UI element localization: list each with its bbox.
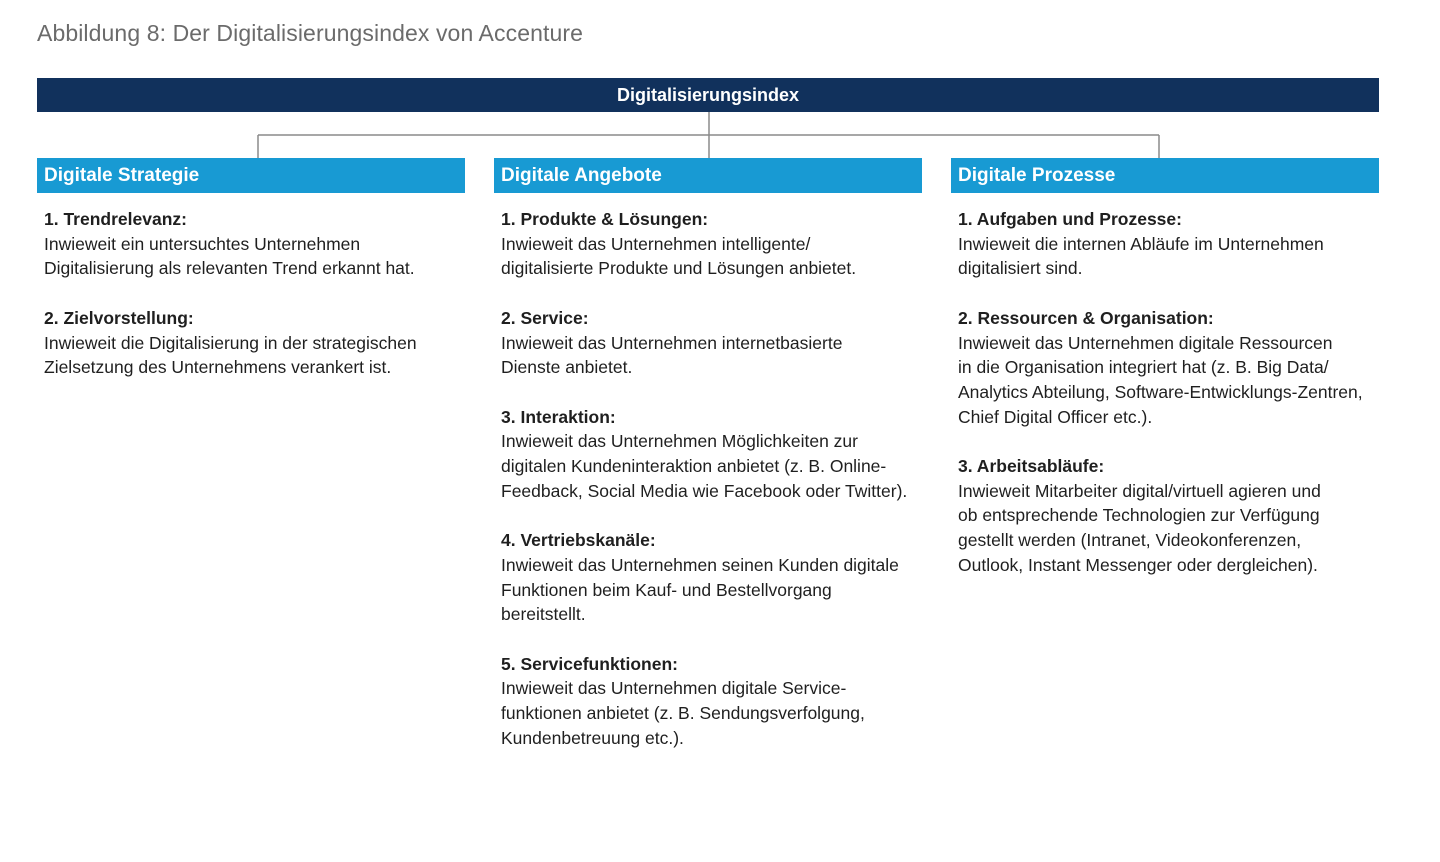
criterion-text-line: Feedback, Social Media wie Facebook oder Twitter). — [501, 480, 908, 501]
criterion-text-line: Inwieweit Mitarbeiter digital/virtuell agieren und — [958, 480, 1321, 501]
criterion-title: 1. Produkte & Lösungen: — [501, 209, 709, 229]
figure-caption: Abbildung 8: Der Digitalisierungsindex von Accenture — [37, 20, 584, 46]
column-header-digitale-prozesse — [951, 158, 1379, 193]
criterion-text-line: Funktionen beim Kauf- und Bestellvorgang — [501, 579, 832, 600]
column-body-digitale-strategie — [44, 207, 480, 405]
criterion-text-line: in die Organisation integriert hat (z. B. Big Data/ — [958, 357, 1329, 378]
root-node-label: Digitalisierungsindex — [616, 84, 800, 105]
criterion-item — [44, 306, 480, 380]
criterion-title: 4. Vertriebskanäle: — [501, 530, 656, 551]
criterion-title: 5. Servicefunktionen: — [501, 653, 678, 674]
criterion-description — [958, 331, 1394, 430]
criterion-item — [958, 306, 1394, 430]
criterion-text-line: funktionen anbietet (z. B. Sendungsverfolgung, — [501, 703, 865, 723]
column-header-label: Digitale Angebote — [501, 164, 662, 186]
criterion-text-line: Inwieweit ein untersuchtes Unternehmen — [44, 233, 361, 254]
criterion-description — [501, 232, 937, 281]
column-body-digitale-angebote — [501, 207, 937, 775]
criterion-title: 2. Service: — [501, 307, 589, 328]
criterion-text-line: Dienste anbietet. — [501, 357, 633, 378]
criterion-item — [44, 207, 480, 281]
criterion-description — [501, 429, 937, 503]
criterion-description — [958, 479, 1394, 578]
criterion-text-line: Inwieweit die internen Abläufe im Unternehmen — [958, 233, 1324, 254]
column-header-label: Digitale Strategie — [44, 164, 200, 186]
column-header-digitale-strategie — [37, 158, 465, 193]
column-header-label: Digitale Prozesse — [958, 164, 1116, 186]
root-node-digitalisierungsindex — [37, 78, 1379, 112]
criterion-text-line: Analytics Abteilung, Software-Entwicklungs-Zentren, — [958, 381, 1363, 402]
criterion-item — [501, 405, 937, 504]
criterion-description — [44, 331, 480, 380]
criterion-description — [44, 232, 480, 281]
criterion-text-line: bereitstellt. — [501, 604, 586, 625]
criterion-text-line: Inwieweit das Unternehmen seinen Kunden digitale — [501, 554, 899, 575]
criterion-text-line: Inwieweit das Unternehmen intelligente/ — [501, 233, 811, 254]
criterion-text-line: Inwieweit die Digitalisierung in der strategischen — [44, 332, 417, 353]
criterion-item — [958, 207, 1394, 281]
criterion-text-line: digitalisiert sind. — [958, 258, 1083, 279]
criterion-item — [501, 528, 937, 627]
criterion-title: 1. Trendrelevanz: — [44, 209, 187, 229]
criterion-title: 2. Zielvorstellung: — [44, 307, 194, 328]
criterion-description — [501, 331, 937, 380]
criterion-text-line: Chief Digital Officer etc.). — [958, 406, 1153, 427]
criterion-text-line: Inwieweit das Unternehmen Möglichkeiten zur — [501, 431, 858, 452]
criterion-text-line: Inwieweit das Unternehmen internetbasierte — [501, 332, 843, 353]
criterion-description — [501, 553, 937, 627]
criterion-title: 3. Interaktion: — [501, 406, 616, 427]
column-header-digitale-angebote — [494, 158, 922, 193]
criterion-description — [501, 676, 937, 750]
criterion-text-line: digitalen Kundeninteraktion anbietet (z. B. Online- — [501, 456, 887, 476]
criterion-item — [501, 207, 937, 281]
criterion-text-line: Outlook, Instant Messenger oder dergleichen). — [958, 554, 1318, 575]
criterion-text-line: ob entsprechende Technologien zur Verfügung — [958, 505, 1320, 526]
criterion-title: 2. Ressourcen & Organisation: — [958, 307, 1214, 328]
criterion-text-line: gestellt werden (Intranet, Videokonferenzen, — [958, 530, 1302, 551]
criterion-title: 3. Arbeitsabläufe: — [958, 456, 1105, 476]
criterion-description — [958, 232, 1394, 281]
criterion-text-line: digitalisierte Produkte und Lösungen anbietet. — [501, 258, 857, 279]
criterion-title: 1. Aufgaben und Prozesse: — [958, 209, 1182, 229]
criterion-text-line: Zielsetzung des Unternehmens verankert ist. — [44, 357, 392, 378]
criterion-item — [958, 454, 1394, 578]
criterion-text-line: Kundenbetreuung etc.). — [501, 727, 684, 748]
criterion-text-line: Inwieweit das Unternehmen digitale Ressourcen — [958, 332, 1333, 353]
criterion-item — [501, 306, 937, 380]
column-body-digitale-prozesse — [958, 207, 1394, 602]
criterion-item — [501, 652, 937, 751]
criterion-text-line: Digitalisierung als relevanten Trend erkannt hat. — [44, 258, 415, 279]
criterion-text-line: Inwieweit das Unternehmen digitale Service- — [501, 678, 847, 699]
